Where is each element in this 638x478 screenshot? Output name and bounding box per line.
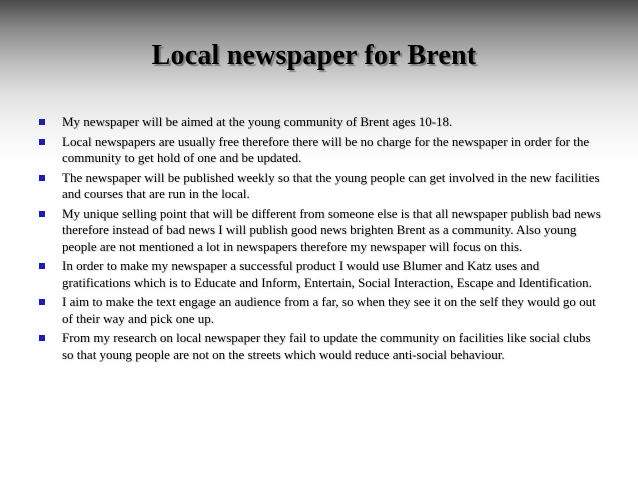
bullet-text: In order to make my newspaper a successful product I would use Blumer and Katz uses and gratifications which is to Educate and Inform, Entertain, Social Interaction, Escape and Identification.: [62, 258, 592, 290]
square-bullet-icon: [39, 211, 45, 217]
bullet-list: [38, 114, 604, 366]
bullet-item: [38, 294, 604, 327]
slide-title: Local newspaper for Brent: [151, 40, 477, 71]
square-bullet-icon: [39, 175, 45, 181]
bullet-item: [38, 134, 604, 167]
bullet-item: [38, 258, 604, 291]
bullet-item: [38, 170, 604, 203]
bullet-item: [38, 114, 604, 131]
square-bullet-icon: [39, 139, 45, 145]
square-bullet-icon: [39, 299, 45, 305]
square-bullet-icon: [39, 335, 45, 341]
bullet-item: [38, 206, 604, 256]
bullet-text: I aim to make the text engage an audience from a far, so when they see it on the self they would go out of their way and pick one up.: [62, 294, 596, 326]
bullet-text: Local newspapers are usually free therefore there will be no charge for the newspaper in order for the community to get hold of one and be updated.: [62, 133, 590, 165]
bullet-item: [38, 330, 604, 363]
square-bullet-icon: [39, 119, 45, 125]
bullet-text: My unique selling point that will be different from someone else is that all newspaper publish bad news therefore instead of bad news I will publish good news brighten Brent as a community. Also young people are not mentioned a lot in newspapers therefore my newspaper will focus on this.: [62, 205, 601, 254]
square-bullet-icon: [39, 263, 45, 269]
bullet-text: The newspaper will be published weekly so that the young people can get involved in the new facilities and courses that are run in the local.: [62, 169, 600, 201]
bullet-text: My newspaper will be aimed at the young community of Brent ages 10-18.: [62, 114, 453, 129]
bullet-text: From my research on local newspaper they fail to update the community on facilities like social clubs so that young people are not on the streets which would reduce anti-social behaviour.: [62, 330, 591, 362]
